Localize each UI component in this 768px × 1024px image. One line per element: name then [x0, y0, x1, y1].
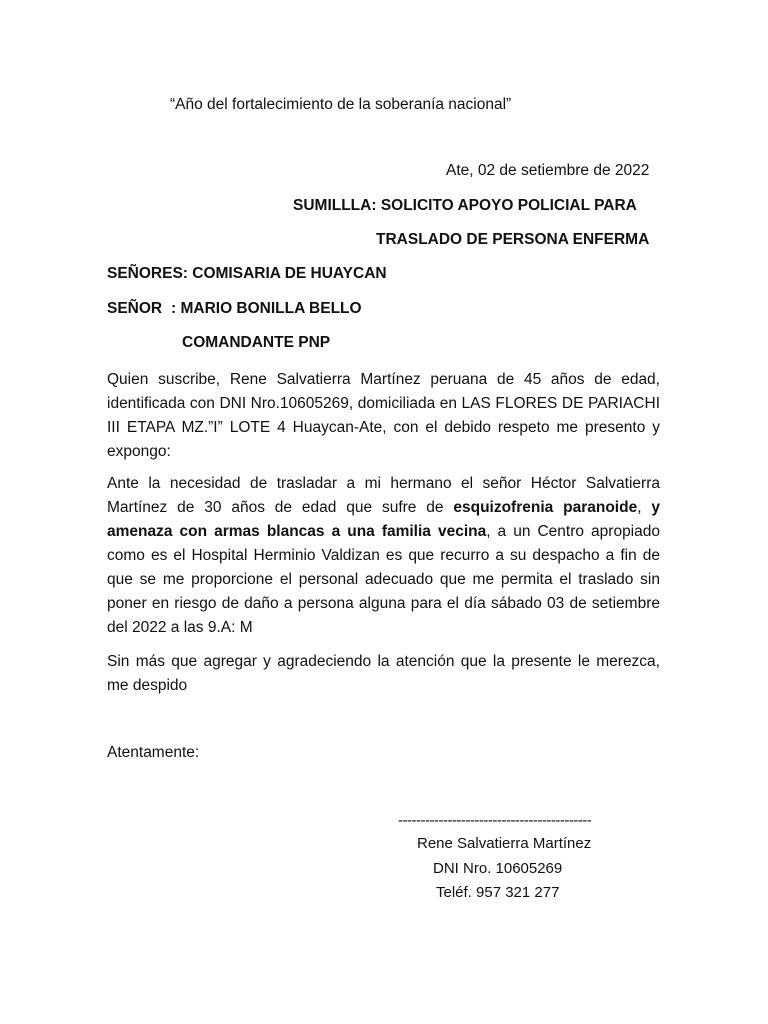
date-line: Ate, 02 de setiembre de 2022: [446, 162, 650, 179]
closing-salutation: Atentamente:: [107, 744, 200, 761]
sir-name: : MARIO BONILLA BELLO: [171, 300, 362, 317]
paragraph-closing: [107, 650, 660, 698]
sir-label: SEÑOR: [107, 300, 163, 317]
text-run: Sin más que agregar y agradeciendo la atención que la presente le merezca, me despido: [107, 653, 660, 694]
addressee-line: SEÑORES: COMISARIA DE HUAYCAN: [107, 265, 387, 282]
paragraph-request: [107, 472, 660, 640]
signature-line: -------------------------------------------: [398, 812, 592, 829]
sir-rank: COMANDANTE PNP: [182, 334, 331, 351]
sumilla-line-2: TRASLADO DE PERSONA ENFERMA: [376, 231, 650, 248]
text-run: Quien suscribe, Rene Salvatierra Martínez peruana de 45 años de edad, identificada con DNI Nro.10605269, domiciliada en LAS FLORES DE PARIACHI III ETAPA MZ.”I” LOTE 4 Huaycan-Ate, con el debido respeto me presento y expongo:: [107, 371, 660, 460]
text-run: ,: [637, 499, 652, 516]
sumilla-line-1: SUMILLLA: SOLICITO APOYO POLICIAL PARA: [293, 197, 637, 214]
motto-line: “Año del fortalecimiento de la soberanía nacional”: [170, 96, 512, 113]
signer-dni: DNI Nro. 10605269: [433, 860, 563, 877]
bold-text-run: y amenaza con armas blancas a una familia vecina: [107, 499, 660, 540]
text-run: , a un Centro apropiado como es el Hospital Herminio Valdizan es que recurro a su despacho a fin de que se me proporcione el personal adecuado que me permita el traslado sin poner en riesgo de daño a persona alguna para el día sábado 03 de setiembre del 2022 a las 9.A: M: [107, 523, 660, 636]
text-run: Ante la necesidad de trasladar a mi hermano el señor Héctor Salvatierra Martínez de 30 años de edad que sufre de: [107, 475, 660, 516]
bold-text-run: esquizofrenia paranoide: [453, 499, 638, 516]
signer-phone: Teléf. 957 321 277: [436, 884, 560, 901]
signer-name: Rene Salvatierra Martínez: [417, 835, 592, 852]
paragraph-introduction: [107, 368, 660, 464]
